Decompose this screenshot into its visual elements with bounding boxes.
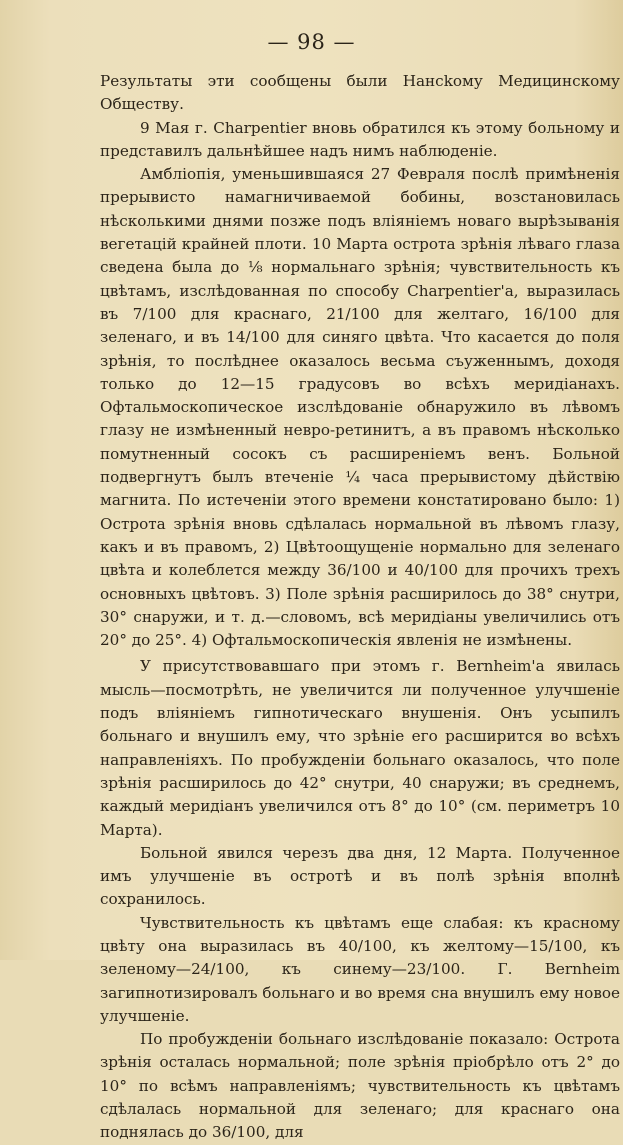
paragraph-4: У присутствовавшаго при этомъ г. Bernheim'а явилась мысль—посмотрѣть, не увеличится ли полученное улучшеніе подъ вліяніемъ гипнотическаго внушенія. Онъ усыпилъ больнаго и внушилъ ему, что зрѣніе его расширится во всѣхъ направленіяхъ. По пробужденіи больнаго оказалось, что поле зрѣнія расширилось до 42° снутри, 40 снаружи; въ среднемъ, каждый меридіанъ увеличился отъ 8° до 10° (см. периметръ 10 Марта). bbox=[100, 657, 620, 839]
paragraph-2: 9 Мая г. Charpentier вновь обратился къ этому больному и представилъ дальнѣйшее надъ нимъ наблюденіе. bbox=[100, 118, 620, 160]
page-number: — 98 — bbox=[267, 30, 356, 54]
paragraph-7: По пробужденіи больнаго изслѣдованіе показало: Острота зрѣнія осталась нормальной; поле зрѣнія пріобрѣло отъ 2° до 10° по всѣмъ направленіямъ; чувствительность къ цвѣтамъ сдѣлалась нормальной для зеленаго; для краснаго она поднялась до 36/100, для bbox=[100, 1030, 620, 1142]
page-body bbox=[100, 70, 620, 1145]
paragraph-6: Чувствительность къ цвѣтамъ еще слабая: къ красному цвѣту она выразилась въ 40/100, къ желтому—15/100, къ зеленому—24/100, къ синему—23/100. Г. Bernheim загипнотизировалъ больнаго и во время сна внушилъ ему новое улучшеніе. bbox=[100, 913, 620, 1025]
paragraph-1: Результаты эти сообщены были Нансkому Медицинскому Обществу. bbox=[100, 72, 620, 114]
paragraph-5: Больной явился черезъ два дня, 12 Марта. Полученное имъ улучшеніе въ остротѣ и въ полѣ зрѣнія вполнѣ сохранилось. bbox=[100, 843, 620, 909]
paragraph-3: Амбліопія, уменьшившаяся 27 Февраля послѣ примѣненія прерывисто намагничиваемой бобины, возстановилась нѣсколькими днями позже подъ вліяніемъ новаго вырѣзыванія вегетацій крайней плоти. 10 Марта острота зрѣнія лѣваго глаза сведена была до ⅛ нормальнаго зрѣнія; чувствительность къ цвѣтамъ, изслѣдованная по способу Charpentier'а, выразилась въ 7/100 для краснаго, 21/100 для желтаго, 16/100 для зеленаго, и въ 14/100 для синяго цвѣта. Что касается до поля зрѣнія, то послѣднее оказалось весьма съуженнымъ, доходя только до 12—15 градусовъ во всѣхъ меридіанахъ. Офтальмоскопическое изслѣдованіе обнаружило въ лѣвомъ глазу не измѣненный невро-ретинитъ, а въ правомъ нѣсколько помутненный сосокъ съ расширеніемъ венъ. Больной подвергнутъ былъ втеченіе ¼ часа прерывистому дѣйствію магнита. По истеченіи этого времени констатировано было: 1) Острота зрѣнія вновь сдѣлалась нормальной въ лѣвомъ глазу, какъ и въ правомъ, 2) Цвѣтоощущеніе нормально для зеленаго цвѣта и колеблется между 36/100 и 40/100 для прочихъ трехъ основныхъ цвѣтовъ. 3) Поле зрѣнія расширилось до 38° снутри, 30° снаружи, и т. д.—словомъ, всѣ меридіаны увеличились отъ 20° до 25°. 4) Офтальмоскопическія явленія не измѣнены. bbox=[100, 165, 620, 650]
